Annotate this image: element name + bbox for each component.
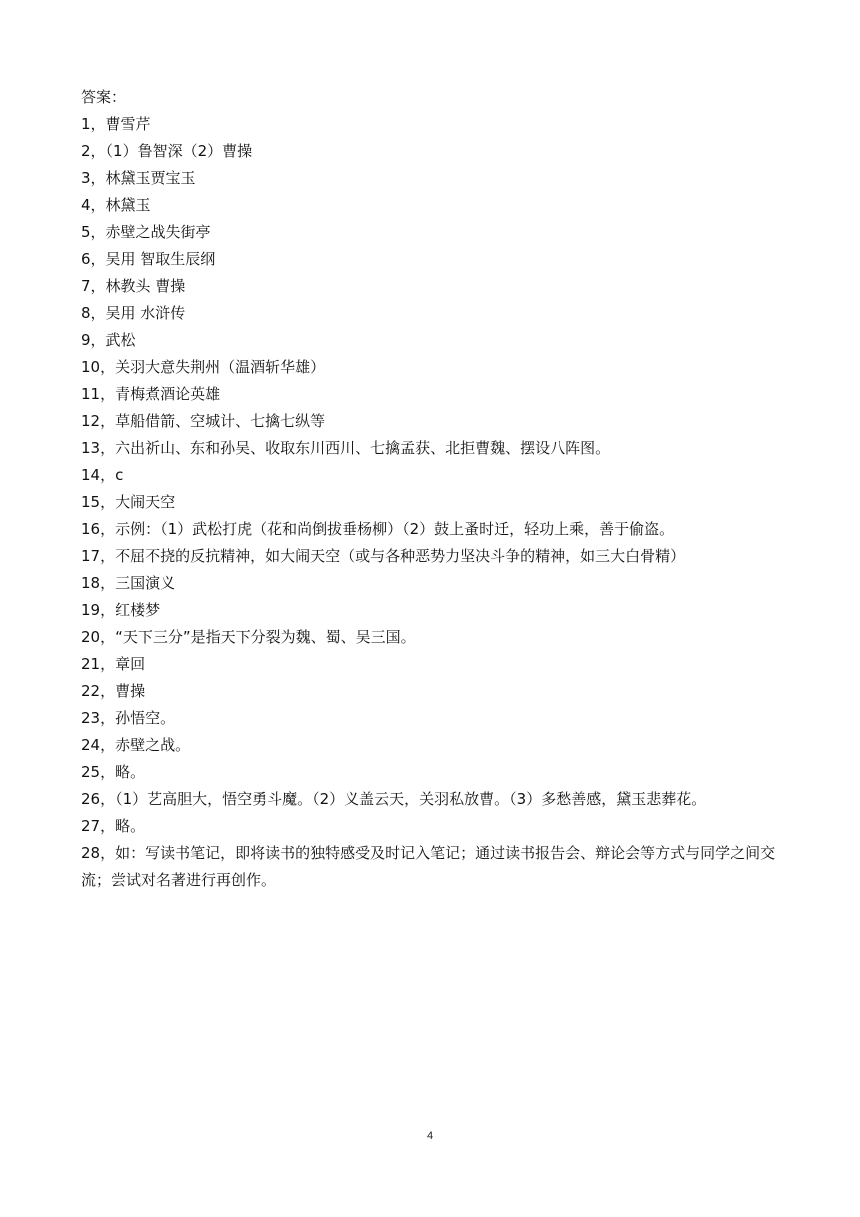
answer-item: 8，吴用 水浒传 xyxy=(81,304,186,322)
answer-item: 27，略。 xyxy=(81,817,146,835)
answer-item: 5，赤壁之战失街亭 xyxy=(81,223,211,241)
answer-item: 17，不屈不挠的反抗精神，如大闹天空（或与各种恶势力坚决斗争的精神，如三大白骨精） xyxy=(81,547,686,565)
answer-section xyxy=(81,84,781,894)
answer-item: 25，略。 xyxy=(81,763,146,781)
page-number: 4 xyxy=(426,1130,434,1142)
answer-item: 10，关羽大意失荆州（温酒斩华雄） xyxy=(81,358,326,376)
answer-item: 2，（1）鲁智深（2）曹操 xyxy=(81,142,253,160)
answer-item: 11，青梅煮酒论英雄 xyxy=(81,385,221,403)
answer-heading: 答案： xyxy=(81,88,127,106)
answer-item: 14，c xyxy=(81,466,124,484)
answer-item: 23，孙悟空。 xyxy=(81,709,176,727)
answer-item: 22，曹操 xyxy=(81,682,146,700)
answer-item: 1，曹雪芹 xyxy=(81,115,151,133)
answer-item: 28，如：写读书笔记，即将读书的独特感受及时记入笔记；通过读书报告会、辩论会等方式与同学之间交流；尝试对名著进行再创作。 xyxy=(81,844,776,889)
answer-item: 13，六出祈山、东和孙吴、收取东川西川、七擒孟获、北拒曹魏、摆设八阵图。 xyxy=(81,439,611,457)
answer-item: 12，草船借箭、空城计、七擒七纵等 xyxy=(81,412,326,430)
answer-item: 16，示例：（1）武松打虎（花和尚倒拔垂杨柳）（2）鼓上蚤时迁，轻功上乘，善于偷盗。 xyxy=(81,520,675,538)
answer-item: 18，三国演义 xyxy=(81,574,176,592)
answer-item: 15，大闹天空 xyxy=(81,493,176,511)
answer-item: 3，林黛玉贾宝玉 xyxy=(81,169,196,187)
answer-item: 20，“天下三分”是指天下分裂为魏、蜀、吴三国。 xyxy=(81,628,416,646)
answer-item: 24，赤壁之战。 xyxy=(81,736,191,754)
answer-item: 19，红楼梦 xyxy=(81,601,161,619)
answer-item: 4，林黛玉 xyxy=(81,196,151,214)
answer-list xyxy=(81,111,781,894)
answer-item: 6，吴用 智取生辰纲 xyxy=(81,250,216,268)
answer-item: 26，（1）艺高胆大，悟空勇斗魔。（2）义盖云天，关羽私放曹。（3）多愁善感，黛玉悲葬花。 xyxy=(81,790,707,808)
answer-item: 21，章回 xyxy=(81,655,146,673)
answer-item: 9，武松 xyxy=(81,331,136,349)
answer-item: 7，林教头 曹操 xyxy=(81,277,186,295)
